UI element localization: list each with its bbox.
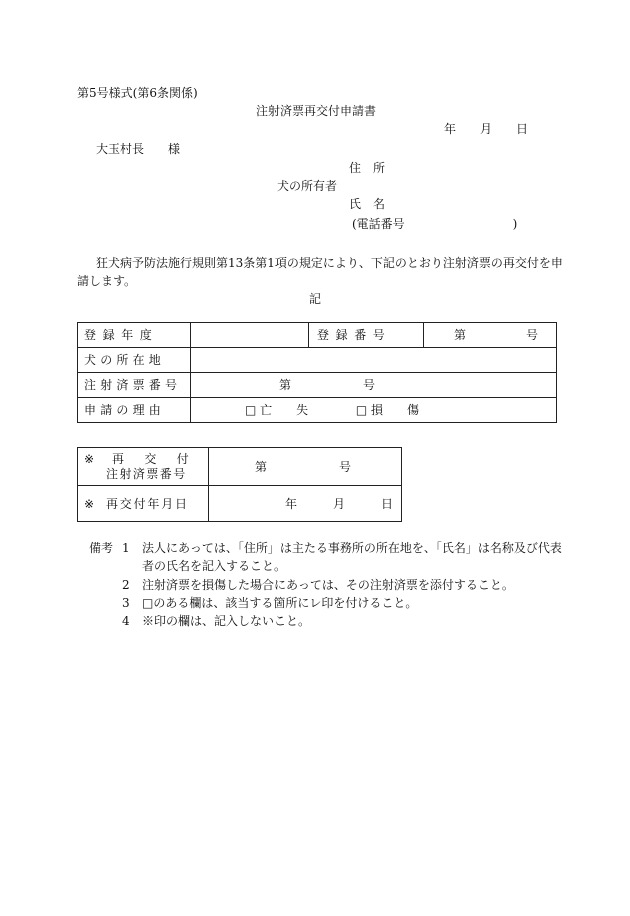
note-text: 注射済票を損傷した場合にあっては、その注射済票を添付すること。 xyxy=(142,578,514,592)
note-num: 1 xyxy=(122,541,130,555)
note-text: ※印の欄は、記入しないこと。 xyxy=(142,614,311,628)
body-text-line2: 請します。 xyxy=(77,274,137,288)
reason-damaged-checkbox[interactable]: □ 損 傷 xyxy=(355,403,419,417)
tag-number-label: 注射済票番号 xyxy=(78,373,191,398)
reason-options xyxy=(191,398,557,423)
table-row xyxy=(78,486,402,522)
name-label: 氏 名 xyxy=(349,197,386,211)
table-row xyxy=(78,323,557,348)
reg-year-label: 登録年度 xyxy=(78,323,191,348)
table-row xyxy=(78,348,557,373)
office-use-mark: ※ xyxy=(84,496,95,511)
reason-label: 申請の理由 xyxy=(78,398,191,423)
reissue-date-value[interactable]: 年 月 日 xyxy=(209,486,402,522)
addressee: 大玉村長 様 xyxy=(96,142,181,156)
note-text: 者の氏名を記入すること。 xyxy=(142,559,287,573)
table-row xyxy=(78,398,557,423)
table-row xyxy=(78,373,557,398)
notes-label: 備考 xyxy=(89,541,114,555)
office-use-mark: ※ xyxy=(84,451,95,466)
date-line: 年 月 日 xyxy=(444,122,529,136)
ki-label: 記 xyxy=(309,292,322,306)
address-label: 住 所 xyxy=(349,161,386,175)
reg-number-value[interactable]: 第 号 xyxy=(424,323,557,348)
table-row xyxy=(78,448,402,486)
reg-year-value[interactable] xyxy=(191,323,309,348)
reissue-number-value[interactable]: 第 号 xyxy=(209,448,402,486)
note-num: 2 xyxy=(122,578,130,592)
owner-label: 犬の所有者 xyxy=(277,179,338,193)
reg-number-label: 登録番号 xyxy=(309,323,424,348)
location-label: 犬の所在地 xyxy=(78,348,191,373)
note-text: □のある欄は、該当する箇所にレ印を付けること。 xyxy=(142,596,418,610)
reissue-number-label: ※ 再 交 付 注射済票番号 xyxy=(78,448,209,486)
note-num: 3 xyxy=(122,596,130,610)
reason-lost-checkbox[interactable]: □ 亡 失 xyxy=(245,403,309,417)
body-text-line1: 狂犬病予防法施行規則第13条第1項の規定により、下記のとおり注射済票の再交付を申 xyxy=(96,256,563,270)
reissue-date-label: ※ 再交付年月日 xyxy=(78,486,209,522)
office-use-table xyxy=(77,447,402,522)
tag-number-value[interactable]: 第 号 xyxy=(191,373,557,398)
note-num: 4 xyxy=(122,614,130,628)
application-table xyxy=(77,322,557,423)
note-text: 法人にあっては、「住所」は主たる事務所の所在地を、「氏名」は名称及び代表 xyxy=(142,541,562,555)
phone-label: (電話番号 ) xyxy=(352,217,518,231)
location-value[interactable] xyxy=(191,348,557,373)
document-title: 注射済票再交付申請書 xyxy=(256,104,377,118)
form-number: 第5号様式(第6条関係) xyxy=(77,86,198,100)
